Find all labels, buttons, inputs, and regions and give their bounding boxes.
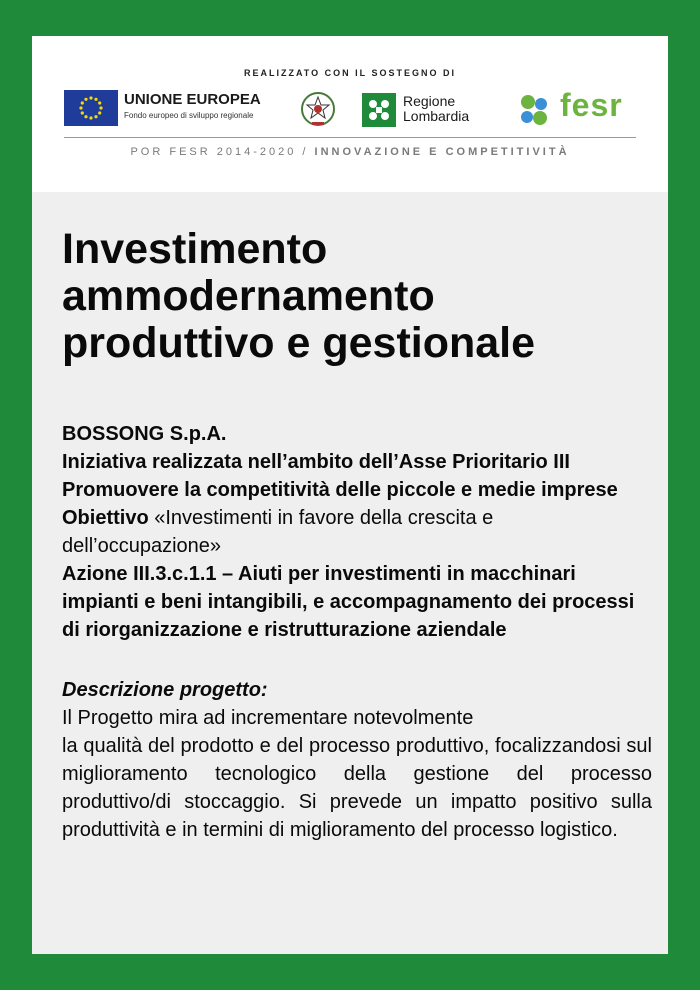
company-name: BOSSONG S.p.A. <box>62 423 227 445</box>
regione-line2: Lombardia <box>403 108 470 124</box>
spacer <box>62 644 652 676</box>
regione-lombardia-label <box>403 94 469 124</box>
descrizione-line1: Il Progetto mira ad incrementare notevolmente <box>62 707 474 729</box>
obiettivo-label: Obiettivo <box>62 507 149 529</box>
logo-header <box>32 36 668 192</box>
iniziativa-text: Iniziativa realizzata nell’ambito dell’Asse Prioritario III Promuovere la competitività delle piccole e medie imprese <box>62 451 618 501</box>
header-divider <box>64 137 636 138</box>
por-program: POR FESR 2014-2020 / <box>130 146 309 158</box>
title-line1: Investimento <box>62 225 328 273</box>
fesr-wordmark: fesr <box>560 87 623 123</box>
descrizione-text: la qualità del prodotto e del processo produttivo, focalizzandosi sul miglioramento tecnologico della gestione del processo produttivo/di stoccaggio. Si prevede un impatto positivo sulla produttività e in termini di miglioramento del processo logistico. <box>62 735 652 841</box>
obiettivo-text: «Investimenti in favore della crescita e dell’occupazione» <box>62 507 494 557</box>
por-fesr-line <box>64 146 636 158</box>
project-details <box>62 420 652 844</box>
regione-line1: Regione <box>403 93 456 109</box>
title-line2: ammodernamento <box>62 272 435 320</box>
eu-subtitle: Fondo europeo di sviluppo regionale <box>124 111 254 120</box>
eu-flag-icon <box>64 90 118 126</box>
page-title <box>62 226 652 367</box>
fesr-logo-icon <box>514 90 554 130</box>
azione-text: Azione III.3.c.1.1 – Aiuti per investimenti in macchinari impianti e beni intangibili, e accompagnamento dei processi di riorganizzazione e ristrutturazione aziendale <box>62 563 635 641</box>
por-theme: INNOVAZIONE E COMPETITIVITÀ <box>314 146 570 158</box>
poster-panel <box>32 36 668 954</box>
descrizione-heading: Descrizione progetto: <box>62 679 268 701</box>
obiettivo-paragraph <box>62 504 652 560</box>
title-line3: produttivo e gestionale <box>62 319 536 367</box>
sostegno-label: REALIZZATO CON IL SOSTEGNO DI <box>243 68 456 78</box>
regione-lombardia-icon <box>362 93 396 127</box>
italian-emblem-icon <box>300 90 336 128</box>
eu-title: UNIONE EUROPEA <box>124 91 261 108</box>
